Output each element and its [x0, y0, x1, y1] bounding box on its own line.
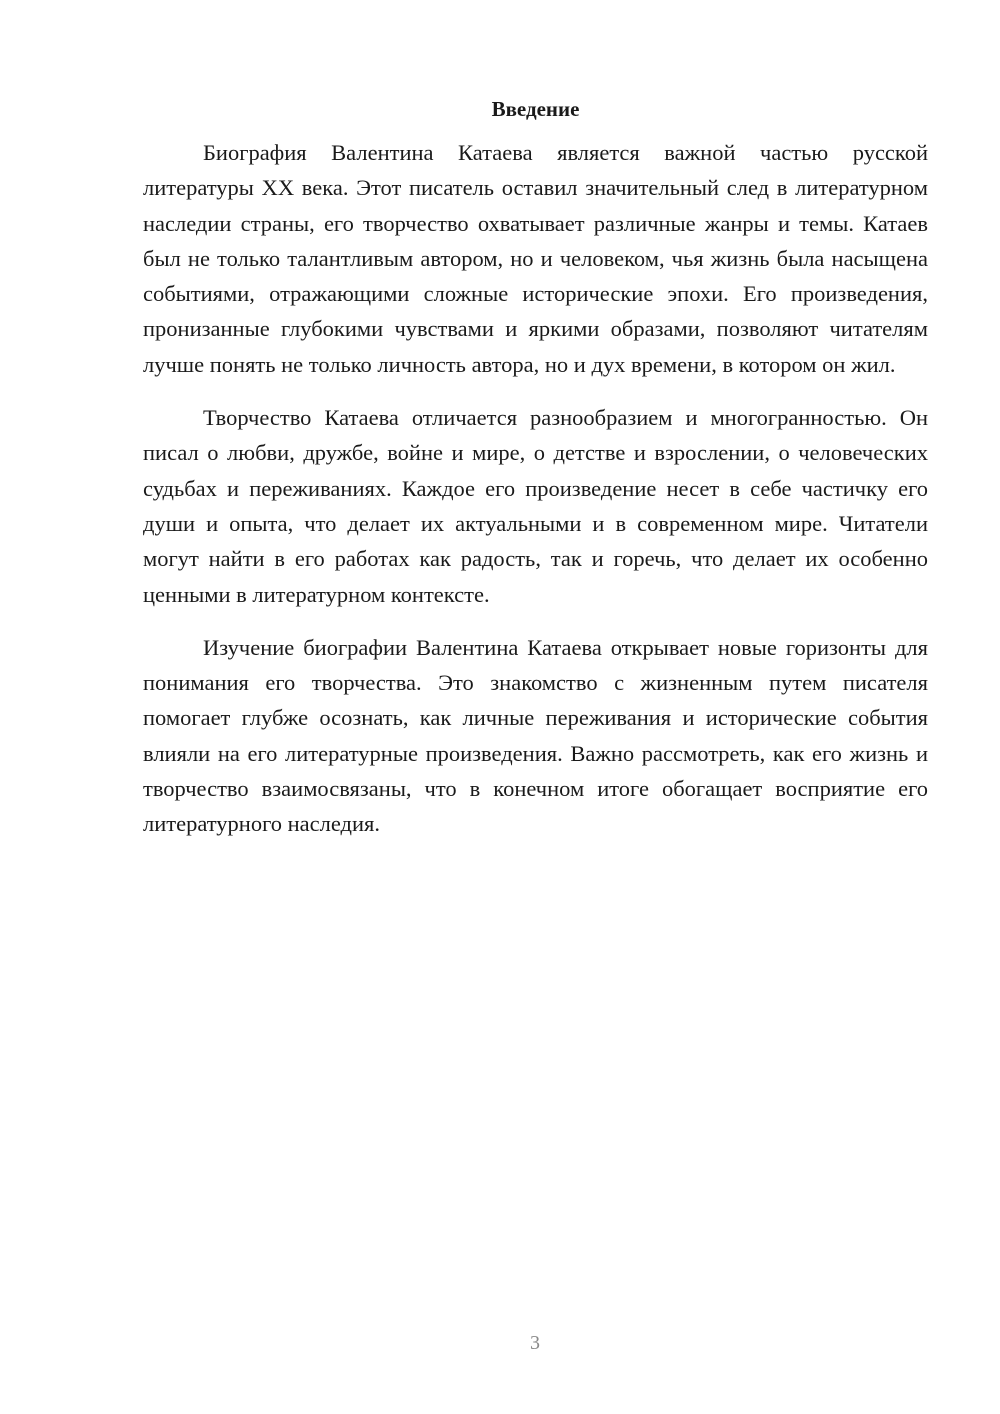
page-content	[143, 92, 928, 860]
paragraph-3: Изучение биографии Валентина Катаева открывает новые горизонты для понимания его творчества. Это знакомство с жизненным путем писателя помогает глубже осознать, как личные переживания и исторические события влияли на его литературные произведения. Важно рассмотреть, как его жизнь и творчество взаимосвязаны, что в конечном итоге обогащает восприятие его литературного наследия.	[143, 634, 928, 837]
paragraph-2: Творчество Катаева отличается разнообразием и многогранностью. Он писал о любви, дружбе, войне и мире, о детстве и взрослении, о человеческих судьбах и переживаниях. Каждое его произведение несет в себе частичку его души и опыта, что делает их актуальными и в современном мире. Читатели могут найти в его работах как радость, так и горечь, что делает их особенно ценными в литературном контексте.	[143, 405, 928, 607]
paragraph-1: Биография Валентина Катаева является важной частью русской литературы XX века. Этот писатель оставил значительный след в литературном наследии страны, его творчество охватывает различные жанры и темы. Катаев был не только талантливым автором, но и человеком, чья жизнь была насыщена событиями, отражающими сложные исторические эпохи. Его произведения, пронизанные глубокими чувствами и яркими образами, позволяют читателям лучше понять не только личность автора, но и дух времени, в котором он жил.	[143, 140, 928, 377]
page-number: 3	[530, 1332, 540, 1354]
section-title: Введение	[491, 97, 580, 121]
